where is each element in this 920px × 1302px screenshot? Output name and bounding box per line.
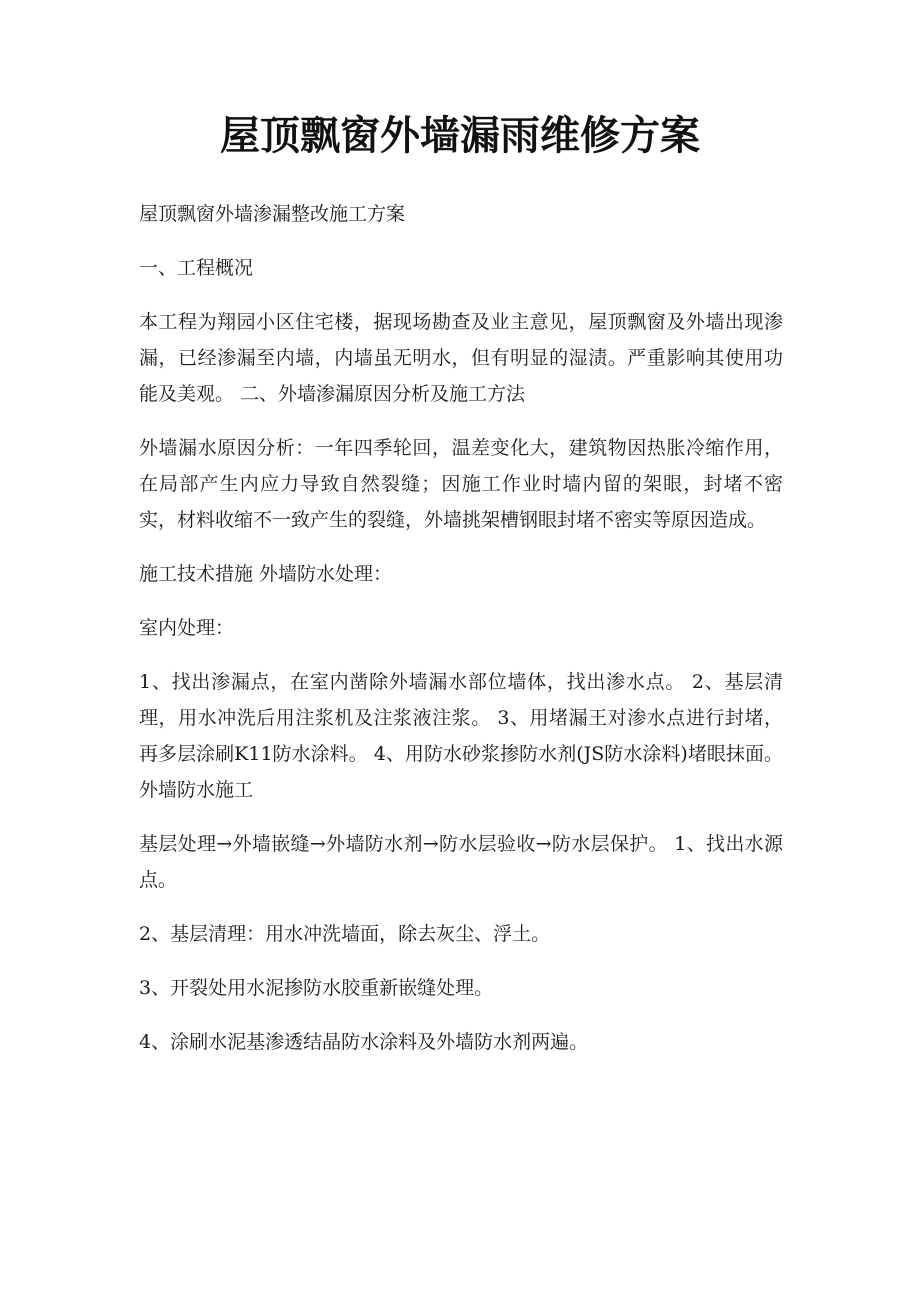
step-4-paragraph: 4、涂刷水泥基渗透结晶防水涂料及外墙防水剂两遍。 [139, 1031, 589, 1053]
document-body [139, 196, 783, 1078]
overview-paragraph: 本工程为翔园小区住宅楼，据现场勘查及业主意见，屋顶飘窗及外墙出现渗漏，已经渗漏至内墙，内墙虽无明水，但有明显的湿渍。严重影响其使用功能及美观。 二、外墙渗漏原因分析及施工方法 [139, 311, 783, 405]
document-title: 屋顶飘窗外墙漏雨维修方案 [220, 112, 700, 159]
indoor-treatment-heading: 室内处理： [139, 617, 235, 639]
section-heading-overview: 一、工程概况 [139, 257, 254, 279]
step-2-paragraph: 2、基层清理：用水冲洗墙面，除去灰尘、浮土。 [139, 923, 551, 945]
cause-analysis-paragraph: 外墙漏水原因分析：一年四季轮回，温差变化大，建筑物因热胀冷缩作用，在局部产生内应力导致自然裂缝；因施工作业时墙内留的架眼，封堵不密实，材料收缩不一致产生的裂缝，外墙挑架槽钢眼封堵不密实等原因造成。 [139, 437, 783, 531]
step-3-paragraph: 3、开裂处用水泥掺防水胶重新嵌缝处理。 [139, 977, 494, 999]
indoor-steps-paragraph: 1、找出渗漏点，在室内凿除外墙漏水部位墙体，找出渗水点。 2、基层清理，用水冲洗后用注浆机及注浆液注浆。 3、用堵漏王对渗水点进行封堵，再多层涂刷K11防水涂料。 4、用防水砂浆掺防水剂(JS防水涂料)堵眼抹面。 外墙防水施工 [139, 671, 783, 801]
exterior-process-paragraph: 基层处理→外墙嵌缝→外墙防水剂→防水层验收→防水层保护。 1、找出水源点。 [139, 833, 783, 891]
measures-heading: 施工技术措施 外墙防水处理： [139, 563, 393, 585]
subtitle-paragraph: 屋顶飘窗外墙渗漏整改施工方案 [139, 203, 406, 225]
